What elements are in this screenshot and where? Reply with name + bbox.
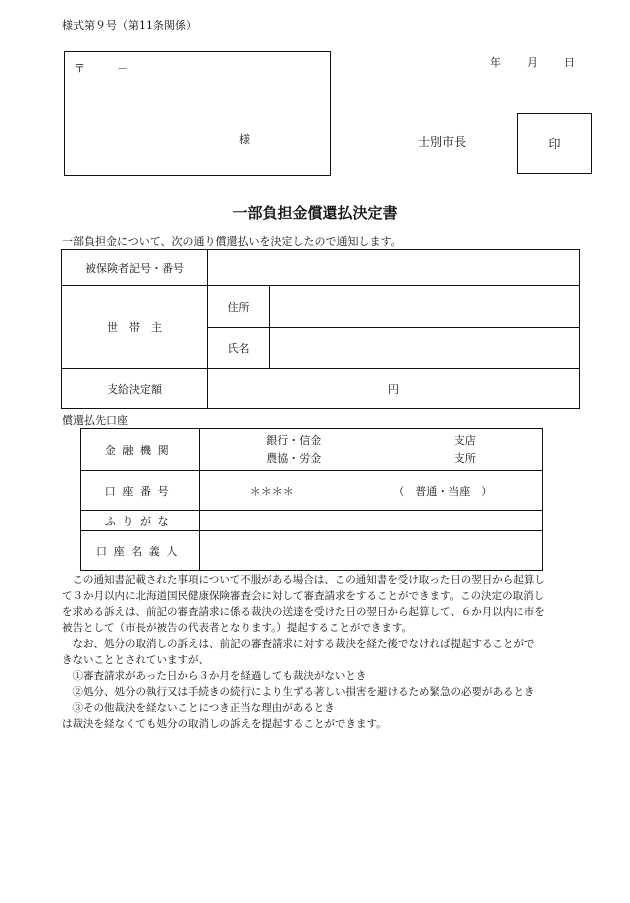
amount-label: 支給決定額 (62, 369, 208, 409)
insured-value[interactable] (208, 250, 580, 286)
name-label: 氏名 (208, 328, 270, 369)
address-value[interactable] (270, 286, 580, 328)
account-type: （ 普通・当座 ） (393, 484, 493, 498)
date-year: 年 (490, 56, 501, 69)
account-number-mask: ＊＊＊＊ (249, 484, 294, 498)
notice-line: ②処分、処分の執行又は手続きの続行により生ずる著しい損害を避けるため緊急の必要があるとき (62, 686, 535, 698)
notice-line: 被告として（市長が被告の代表者となります。）提起することができます。 (62, 622, 413, 634)
document-title: 一部負担金償還払決定書 (232, 204, 398, 222)
name-value[interactable] (270, 328, 580, 369)
notice-line: て３か月以内に北海道国民健康保険審査会に対して審査請求をすることができます。この決定の取消し (62, 590, 545, 602)
branch-type-1: 支店 (453, 433, 476, 447)
account-table (80, 428, 543, 571)
bank-label: 金融機関 (81, 429, 200, 471)
amount-unit: 円 (388, 382, 399, 396)
notice-line: ③その他裁決を経ないことにつき正当な理由があるとき (62, 702, 335, 714)
furigana-value[interactable] (200, 511, 543, 531)
notice-line: なお、処分の取消しの訴えは、前記の審査請求に対する裁決を経た後でなければ提起することがで (62, 638, 535, 650)
account-holder-label: 口座名義人 (81, 531, 200, 571)
bank-value[interactable] (200, 429, 543, 471)
decision-table (61, 249, 580, 409)
intro-text: 一部負担金について、次の通り償還払いを決定したので通知します。 (62, 235, 402, 248)
account-number-label: 口座番号 (81, 471, 200, 511)
seal-box (517, 113, 592, 174)
address-box[interactable] (64, 51, 331, 176)
date-month: 月 (527, 56, 538, 69)
postal-mark: 〒 (74, 62, 85, 75)
honorific: 様 (239, 133, 250, 146)
branch-type-2: 支所 (453, 451, 476, 465)
address-label: 住所 (208, 286, 270, 328)
postal-dash: － (117, 62, 128, 75)
notice-line: は裁決を経なくても処分の取消しの訴えを提起することができます。 (62, 718, 387, 730)
form-number: 様式第９号（第11条関係） (62, 19, 197, 32)
notice-line: を求める訴えは、前記の審査請求に係る裁決の送達を受けた日の翌日から起算して、６か月以内に市を (62, 606, 545, 618)
amount-value[interactable] (208, 369, 580, 409)
account-heading: 償還払先口座 (62, 414, 128, 427)
notice-line: きないこととされていますが、 (62, 654, 209, 666)
issuer: 士別市長 (418, 135, 467, 149)
notice-line: この通知書記載された事項について不服がある場合は、この通知書を受け取った日の翌日から起算し (62, 574, 545, 586)
account-number-value[interactable] (200, 471, 543, 511)
notice-line: ①審査請求があった日から３か月を経過しても裁決がないとき (62, 670, 367, 682)
bank-type-1: 銀行・信金 (266, 433, 322, 447)
insured-label: 被保険者記号・番号 (62, 250, 208, 286)
account-holder-value[interactable] (200, 531, 543, 571)
household-head-label: 世 帯 主 (62, 286, 208, 369)
notice-text (62, 572, 582, 732)
bank-type-2: 農協・労金 (266, 451, 322, 465)
furigana-label: ふりがな (81, 511, 200, 531)
seal-label: 印 (548, 137, 561, 151)
date-day: 日 (564, 56, 575, 69)
